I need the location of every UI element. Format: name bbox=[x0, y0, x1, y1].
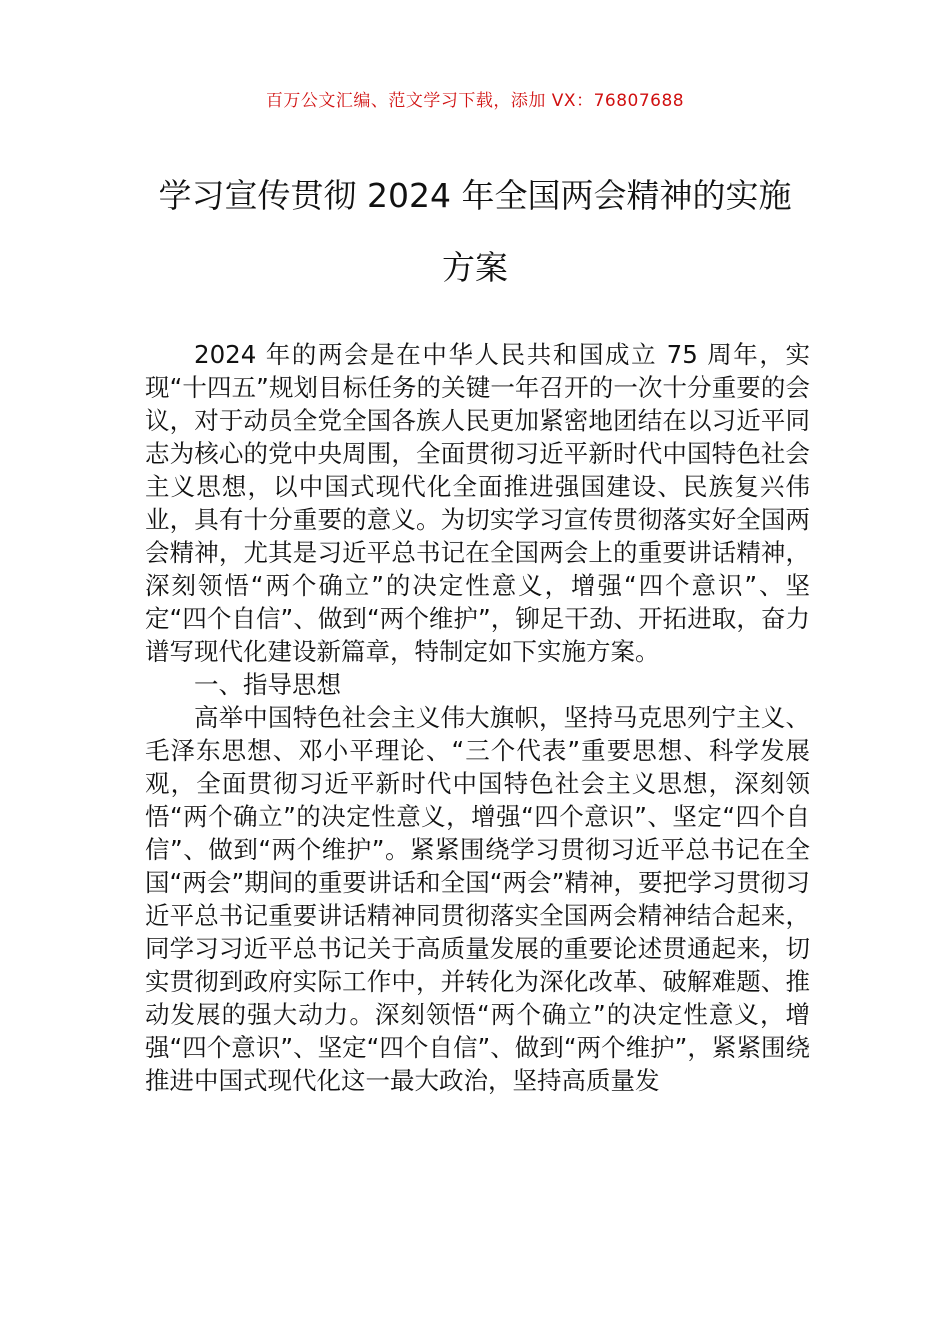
intro-paragraph: 2024 年的两会是在中华人民共和国成立 75 周年，实现“十四五”规划目标任务的关键一年召开的一次十分重要的会议，对于动员全党全国各族人民更加紧密地团结在以习近平同志为核心的党中央周围，全面贯彻习近平新时代中国特色社会主义思想，以中国式现代化全面推进强国建设、民族复兴伟业，具有十分重要的意义。为切实学习宣传贯彻落实好全国两会精神，尤其是习近平总书记在全国两会上的重要讲话精神，深刻领悟“两个确立”的决定性意义，增强“四个意识”、坚定“四个自信”、做到“两个维护”，铆足干劲、开拓进取，奋力谱写现代化建设新篇章，特制定如下实施方案。 bbox=[145, 340, 810, 666]
document-body bbox=[145, 338, 810, 1097]
section-heading-guiding-ideology: 一、指导思想 bbox=[194, 670, 341, 699]
title-line-1: 学习宣传贯彻 2024 年全国两会精神的实施 bbox=[158, 176, 792, 215]
title-line-2: 方案 bbox=[442, 248, 508, 287]
document-title bbox=[130, 160, 820, 304]
header-watermark-note: 百万公文汇编、范文学习下载，添加 VX：76807688 bbox=[265, 91, 685, 111]
section-paragraph-guiding-ideology: 高举中国特色社会主义伟大旗帜，坚持马克思列宁主义、毛泽东思想、邓小平理论、“三个代表”重要思想、科学发展观，全面贯彻习近平新时代中国特色社会主义思想，深刻领悟“两个确立”的决定性意义，增强“四个意识”、坚定“四个自信”、做到“两个维护”。紧紧围绕学习贯彻习近平总书记在全国“两会”期间的重要讲话和全国“两会”精神，要把学习贯彻习近平总书记重要讲话精神同贯彻落实全国两会精神结合起来，同学习习近平总书记关于高质量发展的重要论述贯通起来，切实贯彻到政府实际工作中，并转化为深化改革、破解难题、推动发展的强大动力。深刻领悟“两个确立”的决定性意义，增强“四个意识”、坚定“四个自信”、做到“两个维护”，紧紧围绕推进中国式现代化这一最大政治，坚持高质量发 bbox=[145, 703, 810, 1095]
